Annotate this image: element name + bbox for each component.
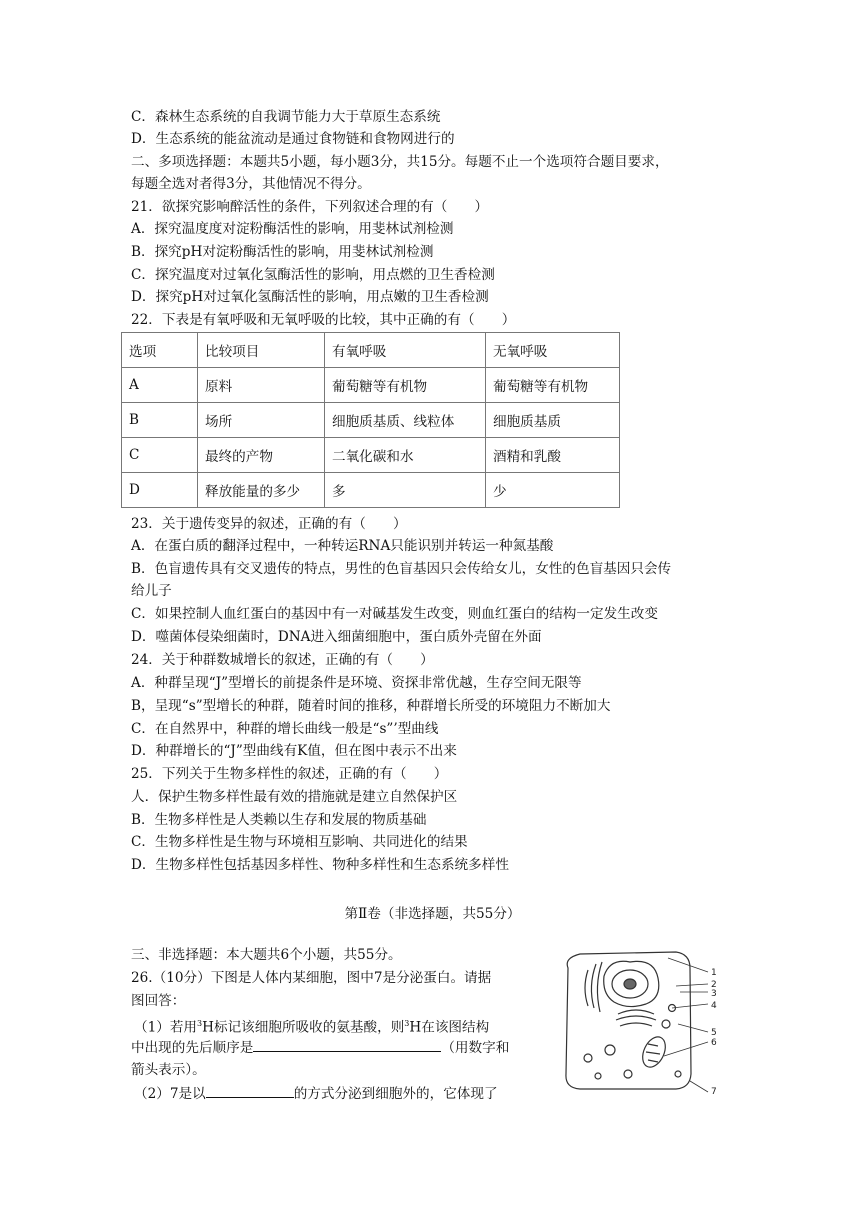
option-d-q20: D．生态系统的能盆流动是通过食物链和食物网进行的: [131, 131, 455, 147]
cell-membrane: [566, 952, 691, 1089]
mitochondrion-cristae: [646, 1044, 660, 1062]
vesicle: [605, 1045, 615, 1055]
q21-option-b: B．探究pH对淀粉酶活性的影响，用斐林试剂检测: [131, 244, 434, 260]
answer-blank[interactable]: [253, 1037, 441, 1052]
question-23: 23．关于遗传变异的叙述，正确的有（ ）: [131, 516, 407, 532]
table-cell: 细胞质基质: [486, 403, 620, 438]
section-2-heading-cont: 每题全选对者得3分，其他情况不得分。: [131, 176, 371, 192]
vesicle: [662, 1020, 670, 1028]
endoplasmic-reticulum: [585, 962, 602, 1012]
table-cell: 原料: [198, 368, 325, 403]
table-cell: 最终的产物: [198, 438, 325, 473]
q26-part-1-text-b: H标记该细胞所吸收的氨基酸，则: [202, 1019, 405, 1036]
mitochondrion: [638, 1033, 670, 1070]
table-cell: 细胞质基质、线粒体: [325, 403, 486, 438]
vesicle: [675, 1071, 681, 1077]
table-cell: 葡萄糖等有机物: [325, 368, 486, 403]
table-cell: 少: [486, 473, 620, 508]
q25-option-d: D．生物多样性包括基因多样性、物种多样性和生态系统多样性: [131, 857, 509, 873]
q24-option-d: D．种群增长的“J”型曲线有K值，但在图中表示不出来: [131, 743, 457, 759]
q26-part-1-cont: [131, 1037, 509, 1058]
q23-option-a: A．在蛋白质的翻泽过程中，一种转运RNA只能识别并转运一种氮基酸: [131, 538, 554, 554]
table-cell: 葡萄糖等有机物: [486, 368, 620, 403]
table-cell: D: [122, 473, 198, 508]
q26-part-1-text-c: H在该图结构: [409, 1019, 490, 1036]
figure-label: 1: [711, 968, 717, 978]
q25-option-a: 人．保护生物多样性最有效的措施就是建立自然保护区: [131, 789, 458, 805]
q25-option-b: B．生物多样性是人类赖以生存和发展的物质基础: [131, 812, 427, 828]
question-26: 26.（10分）下图是人体内某细胞，图中7是分泌蛋白。请据: [131, 970, 492, 986]
nucleolus: [624, 979, 636, 989]
table-row: [122, 438, 620, 473]
table-row: [122, 368, 620, 403]
table-row: [122, 473, 620, 508]
question-25: 25．下列关于生物多样性的叙述，正确的有（ ）: [131, 766, 448, 782]
section-2-title: 第Ⅱ卷（非选择题，共55分）: [344, 906, 521, 922]
question-26-cont: 图回答：: [131, 993, 186, 1009]
respiration-comparison-table: [121, 332, 620, 508]
q26-part-1-text-e: （用数字和: [441, 1040, 510, 1056]
vesicle: [595, 1073, 601, 1079]
vesicle: [624, 1070, 632, 1078]
question-22: 22．下表是有氧呼吸和无氧呼吸的比较，其中正确的有（ ）: [131, 312, 516, 328]
q26-part-1-text-a: （1）若用: [134, 1019, 198, 1036]
q23-option-c: C．如果控制人血红蛋白的基因中有一对碱基发生改变，则血红蛋白的结构一定发生改变: [131, 606, 658, 622]
q25-option-c: C．生物多样性是生物与环境相互影响、共同进化的结果: [131, 834, 468, 850]
vesicle: [584, 1054, 592, 1062]
table-row: [122, 403, 620, 438]
table-cell: 比较项目: [198, 333, 325, 368]
table-cell: 多: [325, 473, 486, 508]
q24-option-c: C．在自然界中，种群的增长曲线一般是“s”’型曲线: [131, 721, 439, 737]
figure-label: 3: [711, 989, 717, 999]
table-cell: C: [122, 438, 198, 473]
superscript: 3: [404, 1019, 410, 1028]
golgi-apparatus: [616, 1010, 656, 1026]
q23-option-b-cont: 给儿子: [131, 583, 172, 599]
q24-option-a: A．种群呈现“J”型增长的前提条件是环境、资探非常优越，生存空间无限等: [131, 675, 582, 691]
table-cell: B: [122, 403, 198, 438]
option-c-q20: C．森林生态系统的自我调节能力大于草原生态系统: [131, 109, 441, 125]
q26-part-2: [134, 1083, 498, 1104]
answer-blank[interactable]: [206, 1083, 294, 1098]
table-cell: 酒精和乳酸: [486, 438, 620, 473]
section-2-heading: 二、多项选择题：本题共5小题，每小题3分，共15分。每题不止一个选项符合题目要求，: [131, 154, 669, 170]
table-cell: 有氧呼吸: [325, 333, 486, 368]
figure-label: 6: [711, 1038, 717, 1048]
q21-option-d: D．探究pH对过氧化氢酶活性的影响，用点嫩的卫生香检测: [131, 289, 489, 305]
q26-part-1: [134, 1014, 489, 1038]
figure-label: 5: [711, 1028, 717, 1038]
table-cell: A: [122, 368, 198, 403]
question-24: 24．关于种群数城增长的叙述，正确的有（ ）: [131, 652, 434, 668]
q21-option-a: A．探究温度度对淀粉酶活性的影响，用斐林试剂检测: [131, 221, 454, 237]
q26-part-1-text-d: 中出现的先后顺序是: [131, 1040, 254, 1056]
q26-part-2-text-b: 的方式分泌到细胞外的，它体现了: [293, 1086, 498, 1102]
figure-label: 2: [711, 980, 717, 990]
figure-label: 4: [711, 1001, 717, 1011]
q23-option-d: D．噬菌体侵染细菌时，DNA进入细菌细胞中，蛋白质外壳留在外面: [131, 629, 542, 645]
q24-option-b: B，呈现“s”型增长的种群，随着时间的推移，种群增长所受的环境阻力不断加大: [131, 698, 611, 714]
q26-part-2-text-a: （2）7是以: [134, 1086, 206, 1102]
table-row: [122, 333, 620, 368]
q26-part-1-cont2: 箭头表示）。: [131, 1062, 206, 1078]
cell-diagram: [558, 946, 728, 1096]
label-lines: [664, 958, 708, 1092]
table-cell: 场所: [198, 403, 325, 438]
section-3-heading: 三、非选择题：本大题共6个小题，共55分。: [131, 947, 402, 963]
table-cell: 二氧化碳和水: [325, 438, 486, 473]
table-cell: 选项: [122, 333, 198, 368]
table-cell: 释放能量的多少: [198, 473, 325, 508]
q23-option-b: B．色盲遗传具有交叉遗传的特点，男性的色盲基因只会传给女儿，女性的色盲基因只会传: [131, 561, 672, 577]
question-21: 21．欲探究影响醉活性的条件，下列叙述合理的有（ ）: [131, 199, 489, 215]
superscript: 3: [197, 1019, 203, 1028]
table-cell: 无氧呼吸: [486, 333, 620, 368]
figure-label: 7: [711, 1087, 717, 1096]
q21-option-c: C．探究温度对过氧化氢酶活性的影响，用点燃的卫生香检测: [131, 267, 495, 283]
